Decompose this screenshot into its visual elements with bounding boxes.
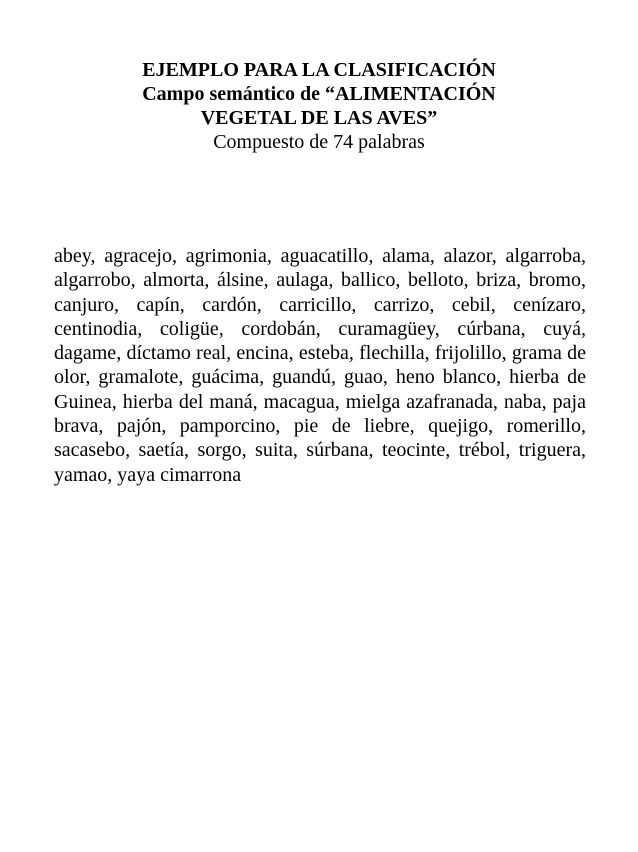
- heading-line-2: Campo semántico de “ALIMENTACIÓN: [142, 83, 496, 105]
- document-heading: [0, 58, 638, 154]
- word-list-paragraph: abey, agracejo, agrimonia, aguacatillo, alama, alazor, algarroba, algarrobo, almorta, álsine, aulaga, ballico, belloto, briza, bromo, canjuro, capín, cardón, carricillo, carrizo, cebil, cenízaro, centinodia, coligüe, cordobán, curamagüey, cúrbana, cuyá, dagame, díctamo real, encina, esteba, flechilla, frijolillo, grama de olor, gramalote, guácima, guandú, guao, heno blanco, hierba de Guinea, hierba del maná, macagua, mielga azafranada, naba, paja brava, pajón, pamporcino, pie de liebre, quejigo, romerillo, sacasebo, saetía, sorgo, suita, súrbana, teocinte, trébol, triguera, yamao, yaya cimarrona: [54, 245, 586, 486]
- heading-subtitle: Compuesto de 74 palabras: [213, 131, 425, 153]
- heading-line-3: VEGETAL DE LAS AVES”: [200, 107, 438, 129]
- heading-line-1: EJEMPLO PARA LA CLASIFICACIÓN: [142, 59, 496, 81]
